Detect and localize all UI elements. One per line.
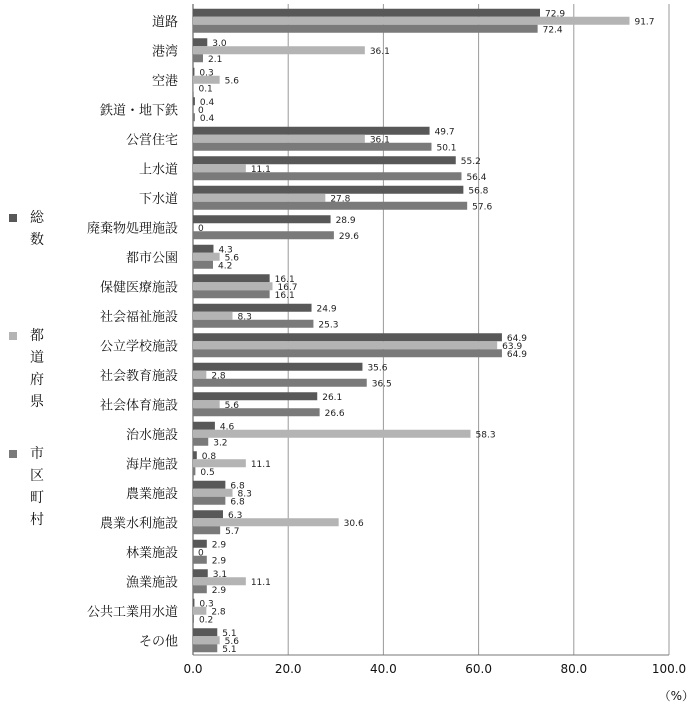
bar — [193, 497, 225, 505]
category-label: 農業水利施設 — [99, 516, 178, 532]
category-labels — [87, 15, 178, 650]
bar — [193, 430, 471, 438]
legend-label-char: 村 — [30, 512, 44, 528]
category-label: 公立学校施設 — [99, 339, 178, 355]
legend-swatch — [9, 450, 17, 458]
data-label: 72.4 — [542, 25, 563, 36]
bar — [193, 282, 272, 290]
data-label: 0 — [198, 223, 204, 234]
bar — [193, 518, 339, 526]
data-label: 5.6 — [224, 76, 239, 87]
bar — [193, 194, 325, 202]
data-label: 4.6 — [219, 422, 235, 433]
x-tick-label: 20.0 — [274, 662, 302, 676]
bar-series-group — [193, 9, 629, 653]
value-labels — [198, 9, 655, 655]
data-label: 16.1 — [274, 290, 295, 301]
data-label: 0 — [198, 105, 204, 116]
bar — [193, 261, 213, 269]
data-label: 8.3 — [237, 489, 252, 500]
data-label: 0.1 — [198, 84, 213, 95]
data-label: 11.1 — [250, 164, 271, 175]
bar — [193, 38, 207, 46]
bar — [193, 628, 217, 636]
bar — [193, 164, 246, 172]
data-label: 2.9 — [211, 556, 227, 567]
legend-swatch — [9, 214, 17, 222]
data-label: 2.9 — [211, 540, 227, 551]
category-label: 治水施設 — [125, 427, 178, 443]
data-label: 64.9 — [506, 333, 527, 344]
data-label: 24.9 — [316, 304, 337, 315]
x-axis-ticks — [183, 662, 686, 676]
bar — [193, 320, 313, 328]
data-label: 0.2 — [198, 615, 214, 626]
bar — [193, 615, 194, 623]
bar — [193, 438, 208, 446]
legend-label-char: 道 — [30, 350, 44, 366]
bar — [193, 349, 502, 357]
legend-label-char: 府 — [30, 372, 44, 388]
data-label: 4.2 — [217, 261, 233, 272]
category-label: 漁業施設 — [125, 575, 178, 591]
bar — [193, 341, 497, 349]
bar — [193, 451, 197, 459]
bar — [193, 172, 461, 180]
bar — [193, 526, 220, 534]
category-label: 社会体育施設 — [99, 398, 178, 414]
data-label: 27.8 — [330, 194, 351, 205]
bar — [193, 585, 207, 593]
data-label: 6.8 — [230, 497, 245, 508]
legend-label-char: 県 — [30, 394, 44, 410]
gridlines — [193, 4, 669, 655]
data-label: 11.1 — [250, 459, 271, 470]
bar — [193, 135, 365, 143]
bar — [193, 569, 208, 577]
legend-label-char: 都 — [30, 328, 44, 344]
data-label: 3.2 — [213, 438, 228, 449]
data-label: 5.6 — [224, 400, 239, 411]
legend — [9, 210, 45, 528]
data-label: 0.5 — [200, 467, 215, 478]
category-label: 港湾 — [151, 44, 178, 60]
data-label: 0.3 — [199, 68, 214, 79]
bar — [193, 422, 215, 430]
bar — [193, 540, 207, 548]
legend-swatch — [9, 332, 17, 340]
bar — [193, 54, 203, 62]
bar — [193, 25, 538, 33]
x-tick-label: 80.0 — [560, 662, 588, 676]
bar — [193, 143, 431, 151]
bar — [193, 599, 194, 607]
data-label: 36.5 — [371, 379, 392, 390]
bar — [193, 400, 220, 408]
category-label: 廃棄物処理施設 — [86, 221, 178, 237]
bar — [193, 371, 206, 379]
bar — [193, 467, 195, 475]
bar — [193, 186, 463, 194]
bar — [193, 636, 220, 644]
data-label: 26.6 — [324, 408, 345, 419]
bar — [193, 156, 456, 164]
data-label: 2.1 — [207, 54, 223, 65]
x-tick-label: 40.0 — [370, 662, 397, 676]
legend-label-char: 総 — [30, 210, 44, 226]
bar — [193, 489, 233, 497]
category-label: 上水道 — [138, 162, 178, 178]
x-tick-label: 60.0 — [465, 662, 492, 676]
data-label: 30.6 — [343, 518, 364, 529]
category-label: 公営住宅 — [125, 132, 178, 148]
bar — [193, 312, 233, 320]
data-label: 28.9 — [335, 215, 356, 226]
data-label: 91.7 — [634, 17, 655, 28]
data-label: 5.7 — [225, 526, 240, 537]
category-label: 農業施設 — [125, 486, 178, 502]
data-label: 2.8 — [211, 607, 226, 618]
category-label: 下水道 — [138, 191, 178, 207]
data-label: 3.1 — [212, 569, 228, 580]
data-label: 57.6 — [472, 202, 493, 213]
data-label: 6.8 — [230, 481, 245, 492]
data-label: 16.7 — [277, 282, 298, 293]
data-label: 5.6 — [224, 636, 239, 647]
bar — [193, 290, 270, 298]
data-label: 0.3 — [199, 599, 214, 610]
bar — [193, 215, 331, 223]
data-label: 0.8 — [201, 451, 217, 462]
data-label: 11.1 — [250, 577, 271, 588]
data-label: 0.4 — [199, 113, 215, 124]
category-label: その他 — [138, 634, 178, 650]
data-label: 3.0 — [212, 38, 227, 49]
category-label: 都市公園 — [125, 250, 178, 266]
bar — [193, 644, 217, 652]
bar — [193, 392, 317, 400]
bar — [193, 408, 320, 416]
bar — [193, 363, 362, 371]
data-label: 5.1 — [222, 628, 237, 639]
data-label: 2.8 — [211, 371, 226, 382]
data-label: 29.6 — [338, 231, 359, 242]
x-axis-unit-label: （%） — [658, 689, 694, 703]
bar — [193, 481, 225, 489]
category-label: 社会福祉施設 — [99, 309, 178, 325]
legend-label-char: 数 — [30, 232, 44, 248]
legend-label-char: 町 — [30, 490, 44, 506]
category-label: 社会教育施設 — [99, 368, 178, 384]
category-label: 保健医療施設 — [99, 280, 178, 296]
data-label: 5.1 — [222, 644, 237, 655]
category-label: 林業施設 — [125, 545, 178, 561]
bar — [193, 253, 220, 261]
data-label: 0.4 — [199, 97, 215, 108]
data-label: 0 — [198, 548, 204, 559]
data-label: 16.1 — [274, 274, 295, 285]
data-label: 50.1 — [436, 143, 457, 154]
category-label: 公共工業用水道 — [86, 604, 178, 620]
bar — [193, 274, 270, 282]
category-label: 道路 — [151, 14, 178, 30]
category-label: 鉄道・地下鉄 — [99, 103, 178, 119]
data-label: 8.3 — [237, 312, 252, 323]
data-label: 58.3 — [475, 430, 496, 441]
data-label: 25.3 — [318, 320, 339, 331]
data-label: 63.9 — [502, 341, 523, 352]
data-label: 64.9 — [506, 349, 527, 360]
bar — [193, 231, 334, 239]
data-label: 56.4 — [466, 172, 487, 183]
bar — [193, 510, 223, 518]
data-label: 36.1 — [369, 135, 390, 146]
category-label: 空港 — [151, 73, 178, 89]
bar — [193, 9, 540, 17]
bar — [193, 97, 195, 105]
data-label: 4.3 — [218, 245, 233, 256]
x-tick-label: 0.0 — [183, 662, 203, 676]
data-label: 72.9 — [545, 9, 566, 20]
bar — [193, 304, 312, 312]
legend-label-char: 市 — [30, 446, 44, 462]
bar — [193, 113, 195, 121]
category-label: 海岸施設 — [125, 457, 178, 473]
bar — [193, 245, 213, 253]
data-label: 6.3 — [227, 510, 243, 521]
legend-label-char: 区 — [30, 468, 44, 484]
data-label: 55.2 — [460, 156, 481, 167]
bar — [193, 68, 194, 76]
data-label: 26.1 — [322, 392, 343, 403]
data-label: 5.6 — [224, 253, 239, 264]
bar — [193, 333, 502, 341]
data-label: 35.6 — [367, 363, 388, 374]
data-label: 36.1 — [369, 46, 390, 57]
data-label: 2.9 — [211, 585, 227, 596]
x-tick-label: 100.0 — [651, 662, 687, 676]
bar — [193, 127, 430, 135]
data-label: 56.8 — [468, 186, 489, 197]
data-label: 49.7 — [434, 127, 455, 138]
